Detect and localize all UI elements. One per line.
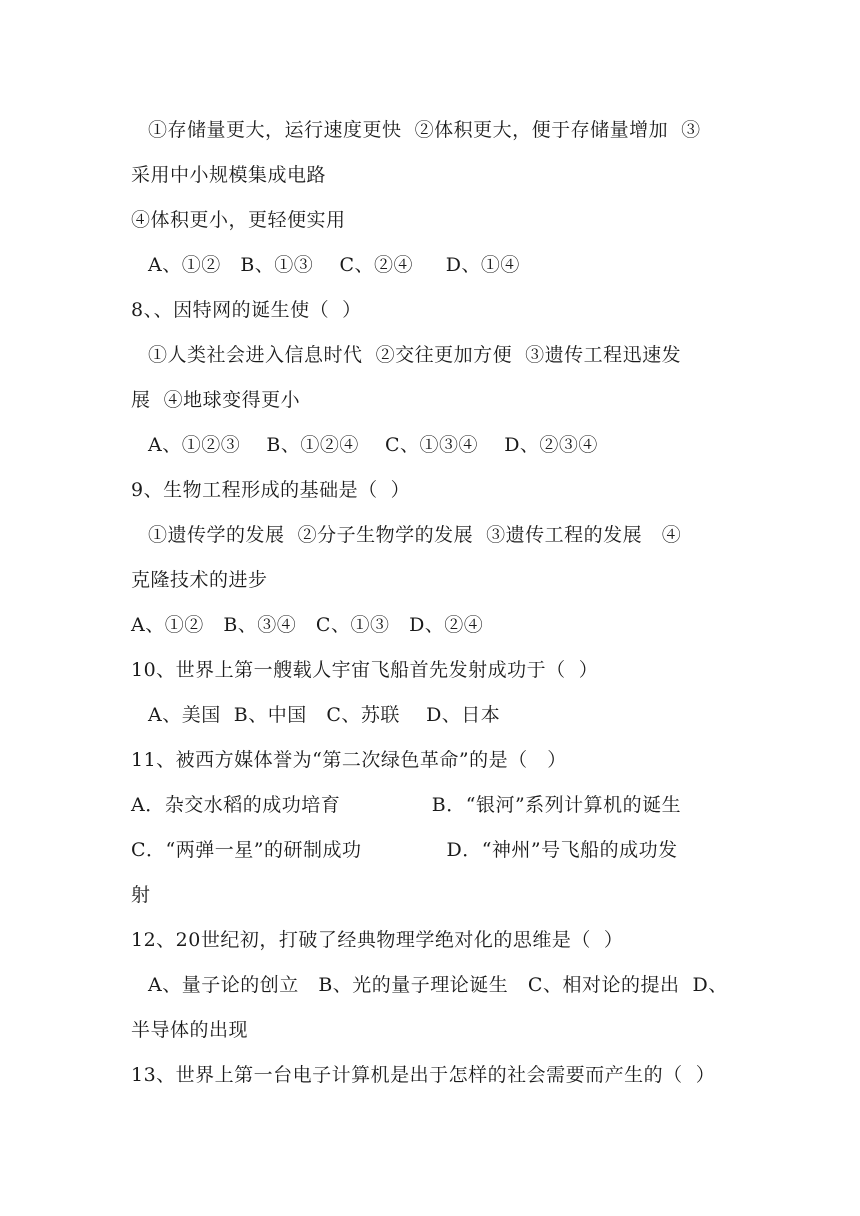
answer-options: A、美国 B、中国 C、苏联 D、日本 [148, 704, 501, 726]
answer-options: A．杂交水稻的成功培育 B．“银河”系列计算机的诞生 [131, 794, 682, 816]
text-line: 展 ④地球变得更小 [131, 389, 301, 411]
text-line: 采用中小规模集成电路 [131, 164, 327, 186]
text-line: ①存储量更大，运行速度更快 ②体积更大，便于存储量增加 ③ [148, 119, 701, 141]
question-8: 8、、因特网的诞生使（ ） [131, 299, 362, 321]
question-9: 9、生物工程形成的基础是（ ） [131, 479, 411, 501]
answer-options: C．“两弹一星”的研制成功 D．“神州”号飞船的成功发 [131, 839, 678, 861]
question-10: 10、世界上第一艘载人宇宙飞船首先发射成功于（ ） [131, 659, 599, 681]
answer-options: A、①② B、①③ C、②④ D、①④ [148, 254, 520, 276]
text-line: 射 [131, 884, 151, 906]
text-line: 克隆技术的进步 [131, 569, 268, 591]
question-13: 13、世界上第一台电子计算机是出于怎样的社会需要而产生的（ ） [131, 1064, 716, 1086]
text-line: 半导体的出现 [131, 1019, 249, 1041]
question-12: 12、20世纪初，打破了经典物理学绝对化的思维是（ ） [131, 929, 624, 951]
question-11: 11、被西方媒体誉为“第二次绿色革命”的是（ ） [131, 749, 567, 771]
text-line: ①人类社会进入信息时代 ②交往更加方便 ③遗传工程迅速发 [148, 344, 682, 366]
text-line: ④体积更小，更轻便实用 [131, 209, 346, 231]
answer-options: A、①②③ B、①②④ C、①③④ D、②③④ [148, 434, 598, 456]
answer-options: A、量子论的创立 B、光的量子理论诞生 C、相对论的提出 D、 [148, 974, 728, 996]
answer-options: A、①② B、③④ C、①③ D、②④ [131, 614, 484, 636]
text-line: ①遗传学的发展 ②分子生物学的发展 ③遗传工程的发展 ④ [148, 524, 682, 546]
